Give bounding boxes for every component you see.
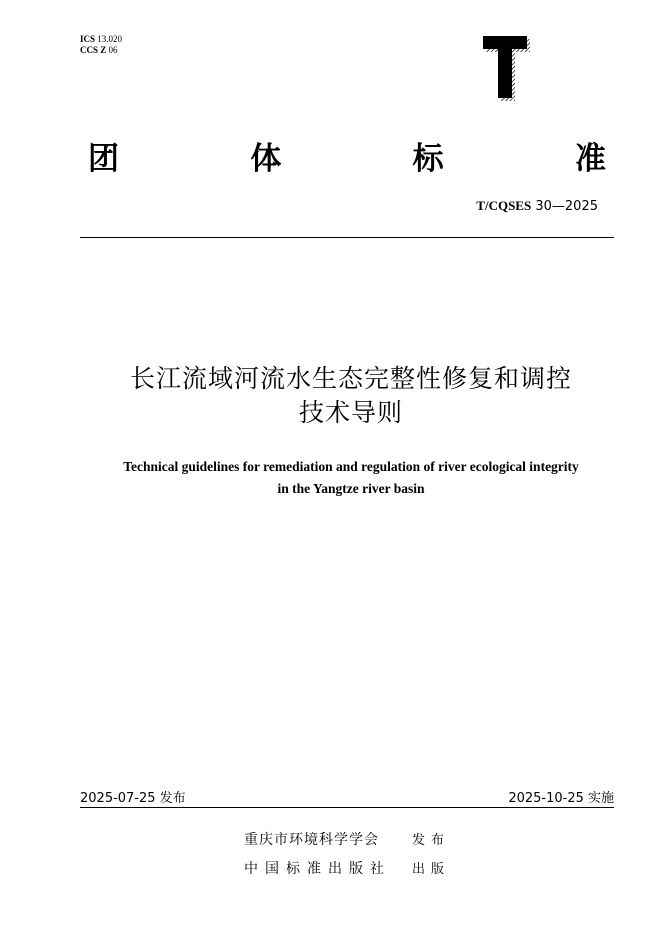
standard-type-char: 准 bbox=[574, 141, 608, 177]
standard-type bbox=[88, 133, 608, 178]
publisher-row bbox=[244, 826, 450, 855]
publisher-action: 出版 bbox=[412, 862, 451, 877]
title-cn-line2: 技术导则 bbox=[298, 398, 403, 427]
title-cn-line1: 长江流域河流水生态完整性修复和调控 bbox=[129, 364, 572, 393]
svg-text:T: T bbox=[482, 35, 483, 36]
standard-type-char: 团 bbox=[88, 141, 121, 177]
publisher-row bbox=[244, 855, 450, 884]
publisher-action: 发布 bbox=[412, 833, 451, 848]
standard-number-suffix: 30—2025 bbox=[535, 199, 598, 214]
title-en-line2: in the Yangtze river basin bbox=[277, 481, 425, 496]
standard-type-char: 体 bbox=[250, 141, 284, 177]
ics-code: ICS 13.020 bbox=[80, 34, 123, 44]
classification-codes bbox=[80, 34, 122, 56]
standard-number-prefix: T/CQSES bbox=[476, 198, 532, 213]
standard-type-char: 标 bbox=[412, 141, 446, 177]
implement-date: 2025-10-25 实施 bbox=[508, 791, 614, 806]
bottom-divider bbox=[80, 807, 614, 808]
title-en-line1: Technical guidelines for remediation and regulation of river ecological integrity bbox=[123, 459, 579, 474]
publisher-org: 中国标准出版社 bbox=[244, 861, 391, 877]
top-divider bbox=[80, 237, 614, 238]
title-english bbox=[40, 456, 662, 500]
issue-date: 2025-07-25 发布 bbox=[80, 791, 186, 806]
standard-logo bbox=[482, 35, 532, 103]
standard-number bbox=[476, 198, 598, 214]
publisher-org: 重庆市环境科学学会 bbox=[244, 832, 379, 848]
publishers bbox=[244, 826, 450, 884]
ccs-code: CCS Z 06 bbox=[80, 45, 118, 55]
title-chinese bbox=[40, 362, 662, 430]
